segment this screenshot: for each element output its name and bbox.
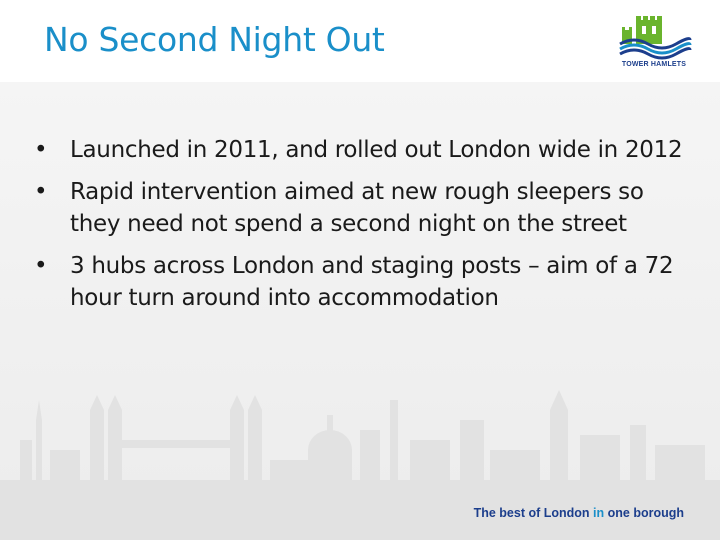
bullet-item: [34, 250, 694, 314]
logo-text: TOWER HAMLETS: [621, 61, 687, 68]
bullet-item: [34, 176, 694, 240]
bullet-glyph: •: [34, 179, 48, 205]
slide-header: [0, 0, 720, 82]
tower-hamlets-logo: [614, 14, 694, 74]
bullet-text: Rapid intervention aimed at new rough sleepers so they need not spend a second night on the street: [70, 179, 644, 237]
tagline-part-1: The best of London: [473, 506, 594, 520]
bullet-text: Launched in 2011, and rolled out London wide in 2012: [70, 137, 683, 163]
slide-title: No Second Night Out: [44, 20, 385, 59]
bullet-glyph: •: [34, 137, 48, 163]
bullet-list: [34, 134, 694, 324]
tagline-part-3: one borough: [607, 506, 684, 520]
bullet-glyph: •: [34, 253, 48, 279]
tagline-part-2: in: [593, 506, 608, 520]
bullet-item: [34, 134, 694, 166]
footer-tagline: [474, 506, 684, 520]
tower-hamlets-logo-icon: [614, 14, 694, 60]
bullet-text: 3 hubs across London and staging posts – aim of a 72 hour turn around into accommodation: [70, 253, 674, 311]
